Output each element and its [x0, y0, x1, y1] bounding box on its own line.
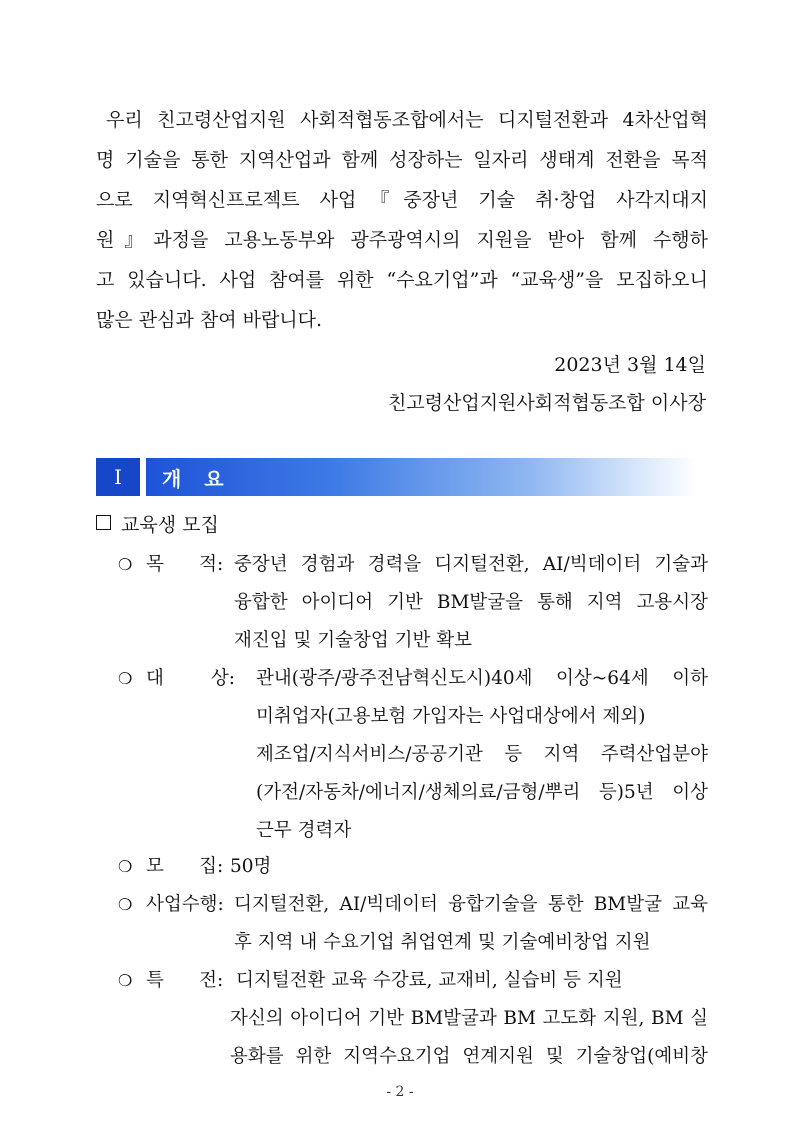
- intro-line: 우리 친고령산업지원 사회적협동조합에서는 디지털전환과 4차산업혁: [106, 109, 708, 131]
- item-text: 제조업/지식서비스/공공기관 등 지역 주력산업분야: [256, 744, 708, 765]
- item-label: 대 상:: [146, 668, 236, 689]
- circle-bullet-icon: ❍: [118, 669, 133, 688]
- item-label: 목 적:: [146, 554, 224, 575]
- item-text: 재진입 및 기술창업 기반 확보: [234, 630, 472, 651]
- document-date: 2023년 3월 14일: [554, 354, 706, 376]
- section-title: 개 요: [146, 458, 696, 496]
- subsection-heading: [96, 510, 219, 537]
- item-text: 디지털전환 교육 수강료, 교재비, 실습비 등 지원: [236, 970, 623, 991]
- circle-bullet-icon: ❍: [118, 857, 133, 876]
- intro-line: 원』과정을 고용노동부와 광주광역시의 지원을 받아 함께 수행하: [96, 229, 708, 251]
- checkbox-square-icon: [96, 515, 111, 530]
- item-text: 중장년 경험과 경력을 디지털전환, AI/빅데이터 기술과: [234, 554, 708, 575]
- subsection-heading-text: 교육생 모집: [121, 514, 219, 536]
- item-label: 사업수행:: [146, 894, 224, 915]
- item-text: 관내(광주/광주전남혁신도시)40세 이상~64세 이하: [256, 668, 708, 689]
- list-item: [118, 546, 708, 660]
- intro-line: 고 있습니다. 사업 참여를 위한 “수요기업”과 “교육생”을 모집하오니: [96, 269, 708, 291]
- item-text: (가전/자동차/에너지/생체의료/금형/뿌리 등)5년 이상: [256, 782, 708, 803]
- item-text: 융합한 아이디어 기반 BM발굴을 통해 지역 고용시장: [234, 592, 708, 613]
- list-item: [118, 660, 708, 850]
- item-label: 특 전:: [146, 970, 224, 991]
- item-text: 근무 경력자: [256, 820, 352, 841]
- circle-bullet-icon: ❍: [118, 555, 133, 574]
- item-label: 모 집:: [146, 856, 224, 877]
- item-text: 자신의 아이디어 기반 BM발굴과 BM 고도화 지원, BM 실: [230, 1008, 708, 1029]
- section-header: [96, 458, 696, 496]
- list-item: [118, 886, 708, 962]
- circle-bullet-icon: ❍: [118, 895, 133, 914]
- item-text: 후 지역 내 수요기업 취업연계 및 기술예비창업 지원: [234, 932, 651, 953]
- intro-line: 많은 관심과 참여 바랍니다.: [96, 309, 323, 331]
- circle-bullet-icon: ❍: [118, 971, 133, 990]
- item-text: 50명: [230, 856, 272, 877]
- document-signer: 친고령산업지원사회적협동조합 이사장: [387, 392, 706, 414]
- intro-line: 명 기술을 통한 지역산업과 함께 성장하는 일자리 생태계 전환을 목적: [96, 149, 708, 171]
- page-number: - 2 -: [386, 1084, 414, 1100]
- item-text: 디지털전환, AI/빅데이터 융합기술을 통한 BM발굴 교육: [234, 894, 708, 915]
- item-text: 미취업자(고용보험 가입자는 사업대상에서 제외): [256, 706, 646, 727]
- item-text: 용화를 위한 지역수요기업 연계지원 및 기술창업(예비창: [230, 1046, 708, 1067]
- intro-line: 으로 지역혁신프로젝트 사업『중장년 기술 취·창업 사각지대지: [96, 189, 708, 211]
- intro-paragraph: [96, 100, 708, 340]
- list-item: [118, 962, 708, 1076]
- list-item: [118, 848, 708, 886]
- section-number: Ⅰ: [96, 458, 140, 496]
